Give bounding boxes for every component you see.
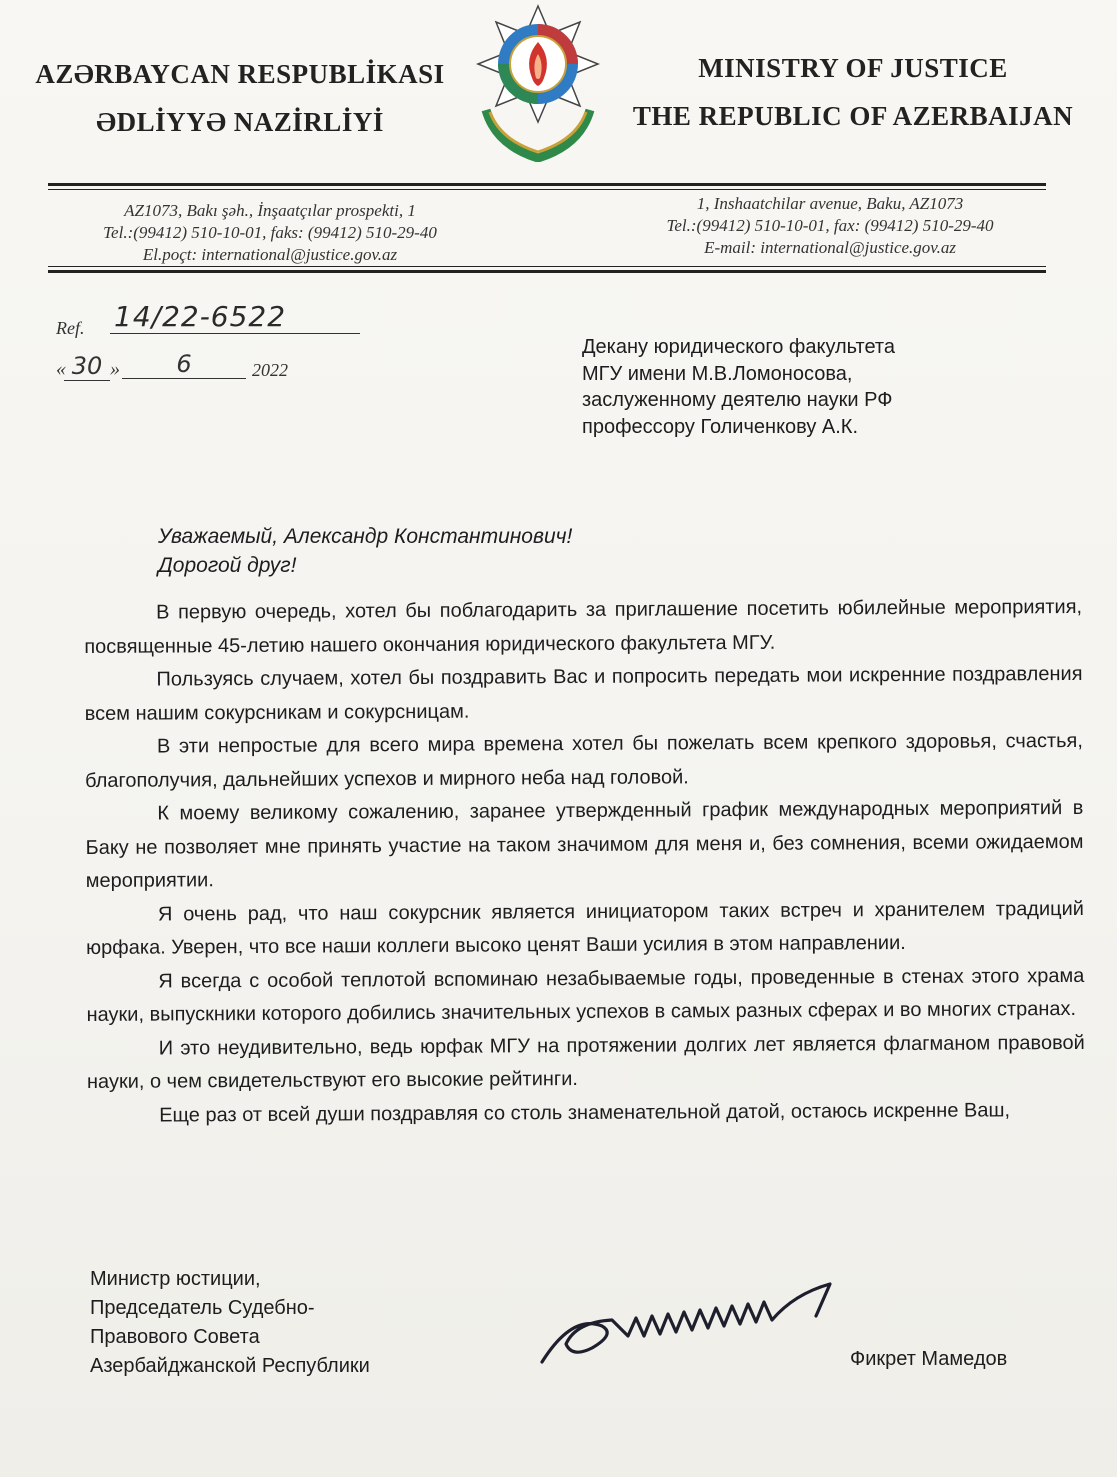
- letterhead-en-line1: MINISTRY OF JUSTICE: [698, 53, 1008, 83]
- contact-az-email: El.poçt: international@justice.gov.az: [142, 245, 398, 264]
- addressee-block: [582, 334, 895, 440]
- header-rule-bottom: [48, 270, 1046, 273]
- date-month: 6: [122, 350, 246, 379]
- body-paragraph: К моему великому сожалению, заранее утвержденный график международных мероприятий в Баку не позволяет мне принять участие на таком значимом для меня и, без сомнения, всеми ожидаемом мероприятии.: [85, 796, 1084, 892]
- contact-az-address: AZ1073, Bakı şəh., İnşaatçılar prospekti, 1: [124, 201, 416, 220]
- body-paragraph: В эти непростые для всего мира времена хотел бы пожелать всем крепкого здоровья, счастья, благополучия, дальнейших успехов и мирного неба над головой.: [85, 729, 1083, 792]
- body-paragraph: Я очень рад, что наш сокурсник является инициатором таких встреч и хранителем традиций юрфака. Уверен, что все наши коллеги высоко ценят Ваши усилия в этом направлении.: [86, 897, 1084, 959]
- reference-label: Ref.: [56, 318, 85, 338]
- body-paragraph: В первую очередь, хотел бы поблагодарить за приглашение посетить юбилейные мероприятия, посвященные 45-летию нашего окончания юридического факультета МГУ.: [84, 595, 1083, 658]
- greeting-line-2: Дорогой друг!: [158, 554, 297, 577]
- letterhead-az-line2: ƏDLİYYƏ NAZİRLİYİ: [96, 107, 384, 137]
- letterhead-azerbaijani: [30, 50, 450, 146]
- contact-en-phone: Tel.:(99412) 510-10-01, fax: (99412) 510-29-40: [666, 216, 994, 235]
- date-year: 2022: [252, 360, 288, 380]
- header-rule-top-thin: [48, 189, 1046, 190]
- signatory-title-line: Правового Совета: [90, 1326, 260, 1348]
- contact-en-email: E-mail: international@justice.gov.az: [704, 238, 956, 257]
- body-paragraph: И это неудивительно, ведь юрфак МГУ на протяжении долгих лет является флагманом правовой науки, о чем свидетельствуют его высокие рейтинги.: [86, 1031, 1085, 1093]
- header-rule-top: [48, 183, 1046, 186]
- letter-body: [84, 591, 1085, 1133]
- coat-of-arms-icon: [468, 0, 608, 162]
- header-rule-bottom-thin: [48, 266, 1046, 267]
- contact-block-english: [610, 193, 1050, 259]
- addressee-line: Декану юридического факультета: [582, 336, 895, 358]
- signatory-title: [90, 1265, 370, 1381]
- date-day: 30: [64, 352, 110, 381]
- date-quote-close: »: [110, 358, 120, 380]
- handwritten-signature: [532, 1274, 842, 1374]
- addressee-line: профессору Голиченкову А.К.: [582, 415, 859, 438]
- body-paragraph: Пользуясь случаем, хотел бы поздравить Вас и попросить передать мои искренние поздравления всем нашим сокурсникам и сокурсницам.: [84, 662, 1083, 725]
- contact-az-phone: Tel.:(99412) 510-10-01, faks: (99412) 510-29-40: [103, 223, 437, 242]
- contact-block-azerbaijani: [40, 200, 500, 266]
- addressee-line: МГУ имени М.В.Ломоносова,: [582, 362, 853, 385]
- date-quote-open: «: [56, 358, 66, 380]
- letterhead-english: [618, 44, 1088, 140]
- greeting-line-1: Уважаемый, Александр Константинович!: [158, 525, 573, 548]
- letterhead-en-line2: THE REPUBLIC OF AZERBAIJAN: [632, 101, 1074, 131]
- signatory-title-line: Министр юстиции,: [90, 1268, 261, 1290]
- greeting: [158, 522, 572, 580]
- signatory-title-line: Председатель Судебно-: [90, 1297, 315, 1319]
- signatory-name: Фикрет Мамедов: [850, 1348, 1008, 1370]
- letterhead-az-line1: AZƏRBAYCAN RESPUBLİKASI: [35, 59, 445, 89]
- body-paragraph: Еще раз от всей души поздравляя со столь знаменательной датой, остаюсь искренне Ваш,: [159, 1098, 1011, 1127]
- signatory-title-line: Азербайджанской Республики: [90, 1355, 370, 1377]
- contact-en-address: 1, Inshaatchilar avenue, Baku, AZ1073: [696, 194, 964, 213]
- addressee-line: заслуженному деятелю науки РФ: [582, 389, 893, 411]
- body-paragraph: Я всегда с особой теплотой вспоминаю незабываемые годы, проведенные в стенах этого храма науки, выпускники которого добились значительных успехов в самых разных сферах и во многих странах.: [86, 964, 1085, 1026]
- reference-number: 14/22-6522: [110, 300, 360, 334]
